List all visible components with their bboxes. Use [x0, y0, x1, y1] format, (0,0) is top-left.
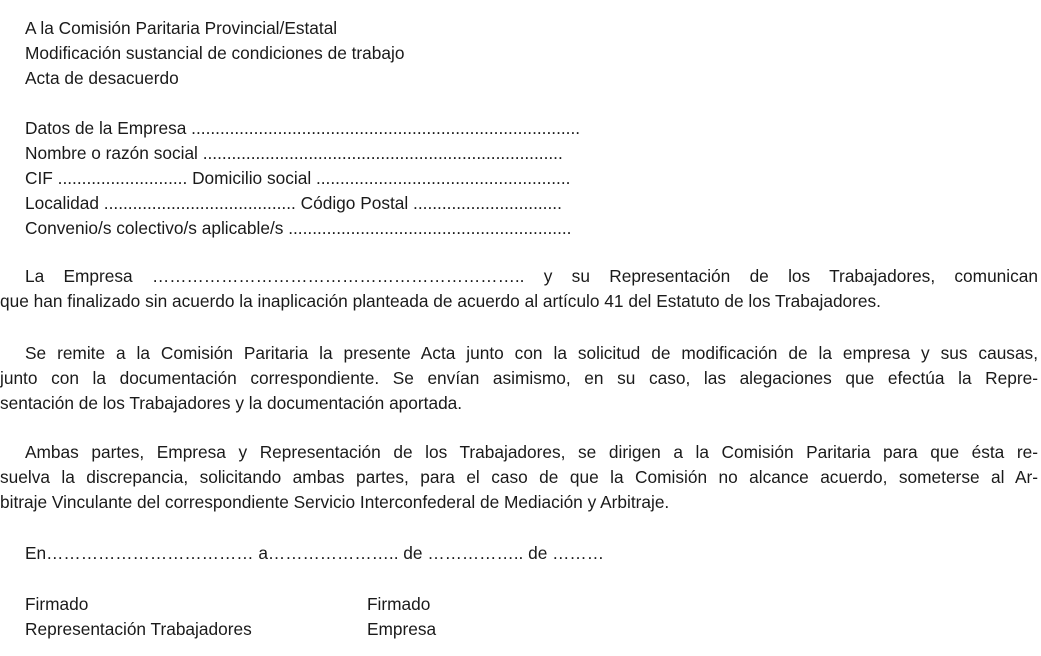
paragraph-se-remite [0, 341, 1038, 416]
signature-label: Firmado [25, 594, 89, 614]
paragraph-line: Ambas partes, Empresa y Representación de los Trabajadores, se dirigen a la Comisión Paritaria para que ésta re- [25, 442, 1038, 462]
paragraph-line: suelva la discrepancia, solicitando ambas partes, para el caso de que la Comisión no alcance acuerdo, someterse al Ar- [0, 467, 1038, 487]
field-convenio-colectivo: Convenio/s colectivo/s aplicable/s ........................................................... [25, 218, 572, 238]
company-data-section [0, 116, 1038, 241]
field-localidad-codigo-postal: Localidad ........................................ Código Postal ............................... [25, 193, 562, 213]
paragraph-line: La Empresa ……………………………………………………….. y su Representación de los Trabajadores, comunican [25, 266, 1038, 286]
paragraph-line: junto con la documentación correspondiente. Se envían asimismo, en su caso, las alegaciones que efectúa la Repre- [0, 368, 1038, 388]
signature-party: Empresa [367, 619, 437, 639]
paragraph-line: Se remite a la Comisión Paritaria la presente Acta junto con la solicitud de modificación de la empresa y sus causas, [25, 343, 1038, 363]
signature-company [367, 592, 436, 642]
header-title: Acta de desacuerdo [25, 68, 179, 88]
paragraph-line: sentación de los Trabajadores y la documentación aportada. [0, 393, 463, 413]
paragraph-empresa-comunican [0, 264, 1038, 314]
signatures-section [0, 592, 1038, 642]
header-subject: Modificación sustancial de condiciones de trabajo [25, 43, 405, 63]
field-nombre-razon-social: Nombre o razón social ........................................................................... [25, 143, 563, 163]
document-header [0, 16, 1038, 91]
paragraph-line: que han finalizado sin acuerdo la inaplicación planteada de acuerdo al artículo 41 del Estatuto de los Trabajadores. [0, 291, 881, 311]
paragraph-line: bitraje Vinculante del correspondiente Servicio Interconfederal de Mediación y Arbitraje. [0, 492, 670, 512]
header-recipient: A la Comisión Paritaria Provincial/Estatal [25, 18, 338, 38]
date-line: En……………………………… a………………….. de …………….. de ……… [25, 543, 604, 563]
signature-label: Firmado [367, 594, 431, 614]
signature-party: Representación Trabajadores [25, 619, 252, 639]
paragraph-ambas-partes [0, 440, 1038, 515]
signature-workers [25, 592, 252, 642]
field-cif-domicilio: CIF ........................... Domicilio social ..................................................... [25, 168, 571, 188]
field-datos-empresa: Datos de la Empresa ................................................................................. [25, 118, 581, 138]
date-place-line [0, 541, 1038, 566]
